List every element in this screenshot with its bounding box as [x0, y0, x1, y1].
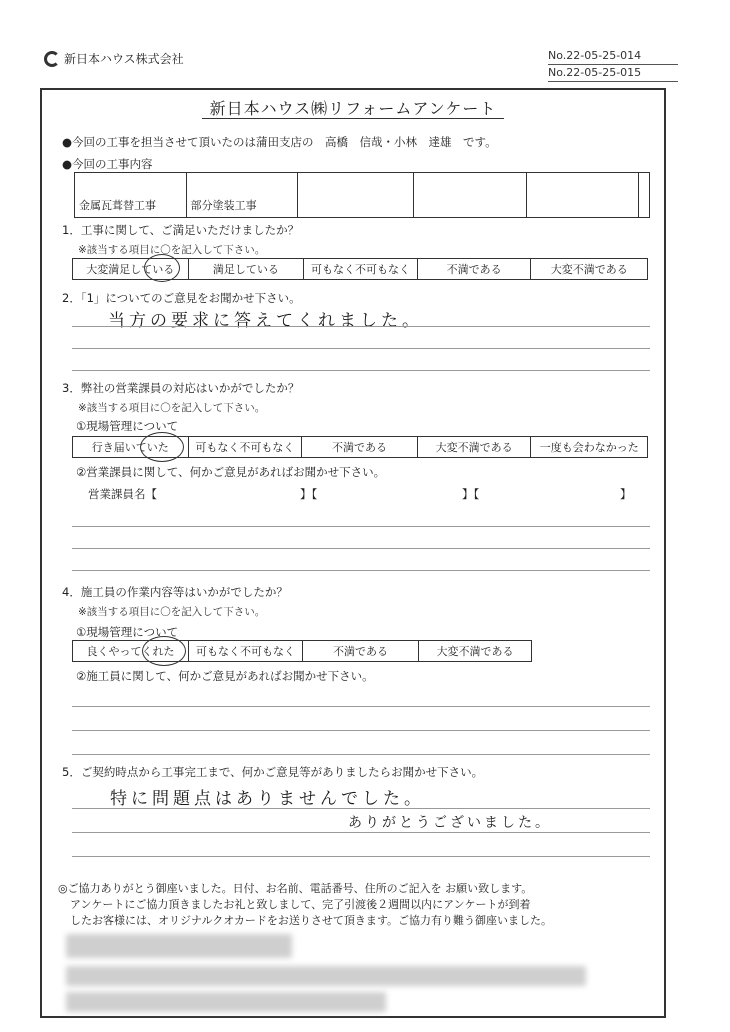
work-heading: ●今回の工事内容: [62, 157, 153, 171]
redacted-address: [66, 992, 386, 1012]
q4-note: ※該当する項目に〇を記入して下さい。: [78, 606, 266, 618]
staff-line: ●今回の工事を担当させて頂いたのは蒲田支店の 高橋 信哉・小林 達雄 です。: [62, 135, 497, 149]
q4-sub2: ②施工員に関して、何かご意見があればお聞かせ下さい。: [76, 669, 374, 683]
document-number: No.22-05-25-015: [548, 65, 678, 82]
answer-line: [72, 730, 650, 731]
answer-line: [72, 326, 650, 327]
answer-line: [72, 808, 650, 809]
q4-question: 4．施工員の作業内容等はいかがでしたか？: [62, 585, 288, 599]
q2-question: 2．「1」についてのご意見をお聞かせ下さい。: [62, 291, 301, 305]
footer-line3: したお客様には、オリジナルクオカードをお送りさせて頂きます。ご協力有り難う御座いました。: [70, 914, 553, 927]
answer-line: [72, 832, 650, 833]
q4-option[interactable]: 可もなく不可もなく: [189, 641, 303, 661]
q5-answer-line2: ありがとうございました。: [348, 815, 552, 831]
redacted-date-name: [66, 934, 292, 958]
document-numbers: [548, 48, 678, 82]
survey-title: 新日本ハウス㈱リフォームアンケート: [40, 96, 666, 119]
answer-line: [72, 526, 650, 527]
q5-question: 5．ご契約時点から工事完工まで、何かご意見等がありましたらお聞かせ下さい。: [62, 765, 484, 779]
q1-option[interactable]: 大変不満である: [550, 263, 628, 276]
q3-option[interactable]: 行き届いていた: [73, 437, 189, 457]
answer-line: [72, 856, 650, 857]
q4-option[interactable]: 不満である: [303, 641, 419, 661]
footer-line2: アンケートにご協力頂きましたお礼と致しまして、完了引渡後２週間以内にアンケートが到着: [70, 898, 531, 911]
answer-line: [72, 706, 650, 707]
answer-line: [72, 548, 650, 549]
q1-note: ※該当する項目に〇を記入して下さい。: [78, 244, 266, 256]
q3-option[interactable]: 不満である: [302, 437, 418, 457]
q3-question: 3．弊社の営業課員の対応はいかがでしたか？: [62, 381, 300, 395]
work-item: 部分塗装工事: [187, 173, 299, 217]
redacted-phone-address: [66, 966, 586, 986]
work-item: [414, 173, 528, 217]
work-content-table: [74, 172, 650, 218]
q2-answer: 当方の要求に答えてくれました。: [108, 311, 423, 331]
answer-line: [72, 348, 650, 349]
q4-options: [72, 640, 532, 662]
q3-option[interactable]: 大変不満である: [418, 437, 532, 457]
footer-line1: ◎ご協力ありがとう御座いました。日付、お名前、電話番号、住所のご記入を お願い致します。: [58, 882, 533, 895]
q4-option[interactable]: 大変不満である: [436, 645, 514, 658]
q4-sub1: ①現場管理について: [76, 625, 179, 639]
q3-sub1: ①現場管理について: [76, 419, 179, 433]
q1-selection-circle: [144, 254, 180, 282]
answer-line: [72, 370, 650, 371]
q1-option[interactable]: 不満である: [418, 259, 532, 279]
answer-line: [72, 754, 650, 755]
company-name: 新日本ハウス株式会社: [64, 52, 184, 66]
q1-option[interactable]: 満足している: [189, 259, 305, 279]
answer-line: [72, 570, 650, 571]
q5-answer-line1: 特に問題点はありませんでした。: [110, 789, 425, 809]
work-item: [639, 173, 649, 217]
work-item: 金属瓦葺替工事: [75, 173, 187, 217]
q1-option[interactable]: 可もなく不可もなく: [304, 259, 418, 279]
company-logo: [44, 50, 184, 67]
q3-selection-circle: [140, 432, 184, 462]
sales-name-bracket: 】【: [300, 487, 318, 501]
q3-sub2: ②営業課員に関して、何かご意見があればお聞かせ下さい。: [76, 465, 386, 479]
q4-selection-circle: [142, 636, 186, 666]
document-number: No.22-05-25-014: [548, 48, 678, 65]
sales-name-bracket: 】【: [462, 487, 480, 501]
q3-option[interactable]: 一度も会わなかった: [539, 441, 639, 454]
company-logo-icon: [44, 51, 60, 67]
sales-name-label: 営業課員名【: [88, 487, 157, 501]
q4-option[interactable]: 良くやってくれた: [73, 641, 189, 661]
q3-option[interactable]: 可もなく不可もなく: [189, 437, 303, 457]
q1-option[interactable]: 大変満足している: [73, 259, 189, 279]
work-item: [298, 173, 414, 217]
work-item: [527, 173, 639, 217]
q3-note: ※該当する項目に〇を記入して下さい。: [78, 402, 266, 414]
q1-question: 1．工事に関して、ご満足いただけましたか？: [62, 223, 300, 237]
sales-name-bracket: 】: [620, 487, 632, 501]
